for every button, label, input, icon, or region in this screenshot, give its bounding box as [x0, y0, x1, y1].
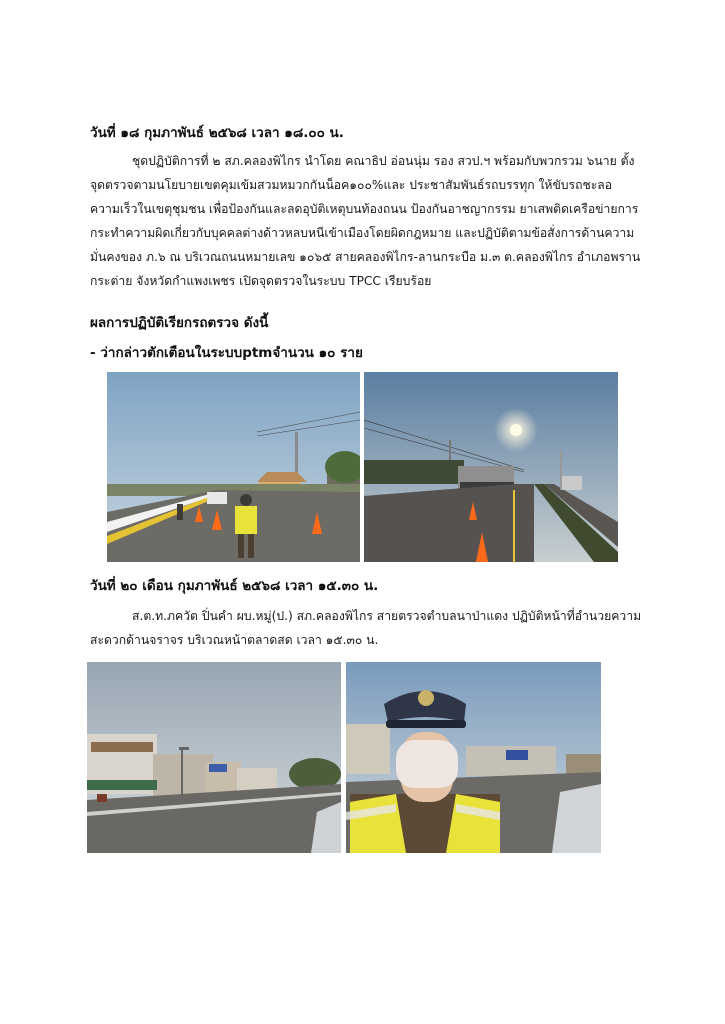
- section1-paragraph: [90, 149, 650, 293]
- paragraph-line: กระทำความผิดเกี่ยวกับบุคคลต่างด้าวหลบหนีเข้าเมืองโดยผิดกฎหมาย และปฏิบัติตามข้อสั่งการด้านความ: [90, 226, 635, 240]
- section1-heading: วันที่ ๑๘ กุมภาพันธ์ ๒๕๖๘ เวลา ๑๘.๐๐ น.: [90, 125, 344, 141]
- paragraph-line: ชุดปฏิบัติการที่ ๒ สภ.คลองพิไกร นำโดย คณาธิป อ่อนนุ่ม รอง สวป.ฯ พร้อมกับพวกรวม ๖นาย ตั้ง: [132, 154, 635, 168]
- checkpoint-photo-officer: [107, 372, 360, 562]
- section2-heading: วันที่ ๒๐ เดือน กุมภาพันธ์ ๒๕๖๘ เวลา ๑๕.๓๐ น.: [90, 578, 379, 594]
- paragraph-line: ความเร็วในเขตุชุมชน เพื่อป้องกันและลดอุบัติเหตุบนท้องถนน ป้องกันอาชญากรรม ยาเสพติดเครือข่ายการ: [90, 202, 639, 216]
- photo-illustration: [107, 372, 360, 562]
- results-item: - ว่ากล่าวตักเตือนในระบบptmจำนวน ๑๐ ราย: [90, 345, 363, 361]
- checkpoint-photo-sunset-road: [364, 372, 618, 562]
- photo-illustration: [87, 662, 341, 853]
- paragraph-line: มั่นคงของ ภ.๖ ณ บริเวณถนนหมายเลข ๑๐๖๕ สายคลองพิไกร-ลานกระบือ ม.๓ ต.คลองพิไกร อำเภอพราน: [90, 250, 641, 264]
- photo-illustration: [364, 372, 618, 562]
- paragraph-line: สะดวกด้านจราจร บริเวณหน้าตลาดสด เวลา ๑๕.๓๐ น.: [90, 633, 379, 647]
- paragraph-line: ส.ต.ท.ภควัต ปิ่นคำ ผบ.หมู่(ป.) สภ.คลองพิไกร สายตรวจตำบลนาป่าแดง ปฏิบัติหน้าที่อำนวยความ: [132, 609, 642, 623]
- officer-selfie-photo: [346, 662, 601, 853]
- market-road-photo: [87, 662, 341, 853]
- paragraph-line: จุดตรวจตามนโยบายเขตคุมเข้มสวมหมวกกันน็อค๑๐๐%และ ประชาสัมพันธ์รถบรรทุก ให้ขับรถชะลอ: [90, 178, 613, 192]
- results-heading: ผลการปฏิบัติเรียกรถตรวจ ดังนี้: [90, 315, 269, 331]
- section2-paragraph: [90, 604, 650, 652]
- paragraph-line: กระต่าย จังหวัดกำแพงเพชร เปิดจุดตรวจในระบบ TPCC เรียบร้อย: [90, 274, 432, 288]
- photo-illustration: [346, 662, 601, 853]
